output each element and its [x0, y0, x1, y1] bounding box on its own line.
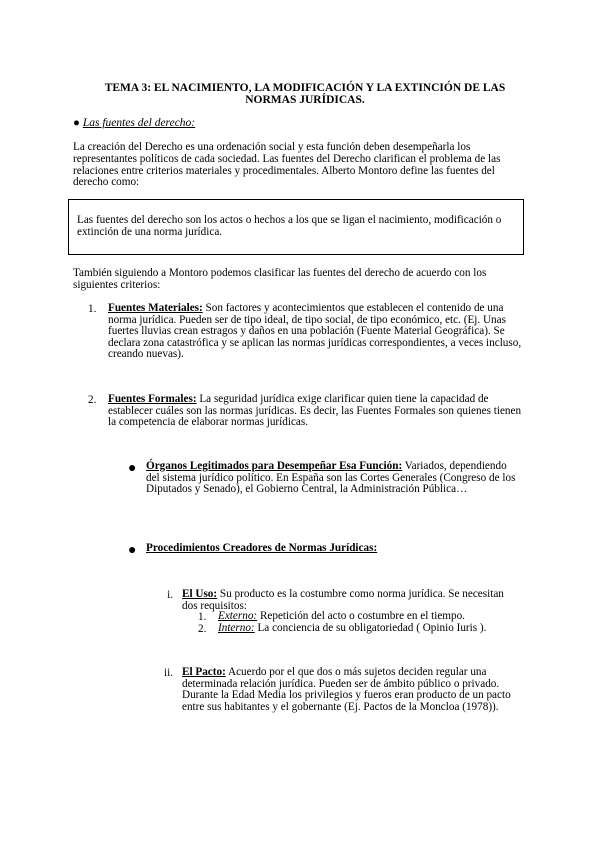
- bullet-icon: ●: [128, 543, 137, 558]
- item-label: Fuentes Formales:: [108, 393, 197, 405]
- item-label: Interno:: [218, 622, 255, 634]
- intro-paragraph: La creación del Derecho es una ordenación social y esta función deben desempeñarla los representantes políticos de cada sociedad. Las fuentes del Derecho clarifican el problema de las relaciones entre criterios materiales y procedimentales. Alberto Montoro define las fuentes del derecho como:: [73, 141, 501, 189]
- item-label: El Uso:: [182, 588, 218, 600]
- list-item: [108, 303, 522, 361]
- page-title: TEMA 3: EL NACIMIENTO, LA MODIFICACIÓN Y LA EXTINCIÓN DE LAS NORMAS JURÍDICAS.: [104, 82, 506, 106]
- roman-number: ii.: [163, 667, 173, 679]
- roman-number: i.: [167, 589, 173, 601]
- list-number: 2.: [88, 394, 97, 406]
- list-number: 1.: [198, 611, 207, 623]
- item-label: Órganos Legitimados para Desempeñar Esa Función:: [146, 460, 403, 472]
- item-text: La conciencia de su obligatoriedad ( Opinio Iuris ).: [254, 622, 487, 634]
- item-label: Fuentes Materiales:: [108, 302, 203, 314]
- bullet-icon: ●: [73, 117, 80, 129]
- section-label: Las fuentes del derecho:: [82, 117, 196, 129]
- list-number: 2.: [198, 623, 207, 635]
- item-text: Son factores y acontecimientos que establecen el contenido de una norma jurídica. Pueden ser de tipo ideal, de tipo social, de tipo económico, etc. (Ej. Unas fuertes lluvias crean estragos y daños en una población (Fuente Material Geográfica). Se declara zona catastrófica y se aplican las normas jurídicas correspondientes, a veces incluso, creando nuevas).: [108, 302, 522, 361]
- item-label: Externo:: [218, 610, 258, 622]
- item-text: Su producto es la costumbre como norma jurídica. Se necesitan dos requisitos:: [182, 588, 504, 612]
- list-item: [182, 667, 522, 713]
- bullet-icon: ●: [128, 461, 137, 476]
- definition-box: [68, 199, 524, 255]
- classification-paragraph: También siguiendo a Montoro podemos clasificar las fuentes del derecho de acuerdo con los siguientes criterios:: [73, 267, 487, 291]
- definition-text: Las fuentes del derecho son los actos o hechos a los que se ligan el nacimiento, modificación o extinción de una norma jurídica.: [77, 214, 502, 238]
- list-item: [146, 461, 522, 496]
- item-text: Repetición del acto o costumbre en el tiempo.: [257, 610, 465, 622]
- list-number: 1.: [88, 303, 97, 315]
- item-label: El Pacto:: [182, 666, 226, 678]
- item-label: Procedimientos Creadores de Normas Jurídicas:: [146, 542, 378, 554]
- item-text: Variados, dependiendo del sistema jurídico político. En España son las Cortes Generales (Congreso de los Diputados y Senado), el Gobierno Central, la Administración Pública…: [146, 460, 516, 496]
- item-text: Acuerdo por el que dos o más sujetos deciden regular una determinada relación jurídica. Pueden ser de ámbito público o privado. Durante la Edad Media los privilegios y fueros eran producto de un pacto entre sus habitantes y el gobernante (Ej. Pactos de la Moncloa (1978)).: [182, 666, 511, 713]
- list-item: [182, 589, 522, 612]
- list-item: [218, 611, 465, 623]
- list-item: [146, 543, 522, 555]
- item-text: La seguridad jurídica exige clarificar quien tiene la capacidad de establecer cuáles son las normas jurídicas. Es decir, las Fuentes Formales son quienes tienen la competencia de elaborar normas jurídicas.: [108, 393, 522, 429]
- section-heading: [73, 117, 195, 129]
- list-item: [108, 394, 522, 429]
- list-item: [218, 623, 486, 635]
